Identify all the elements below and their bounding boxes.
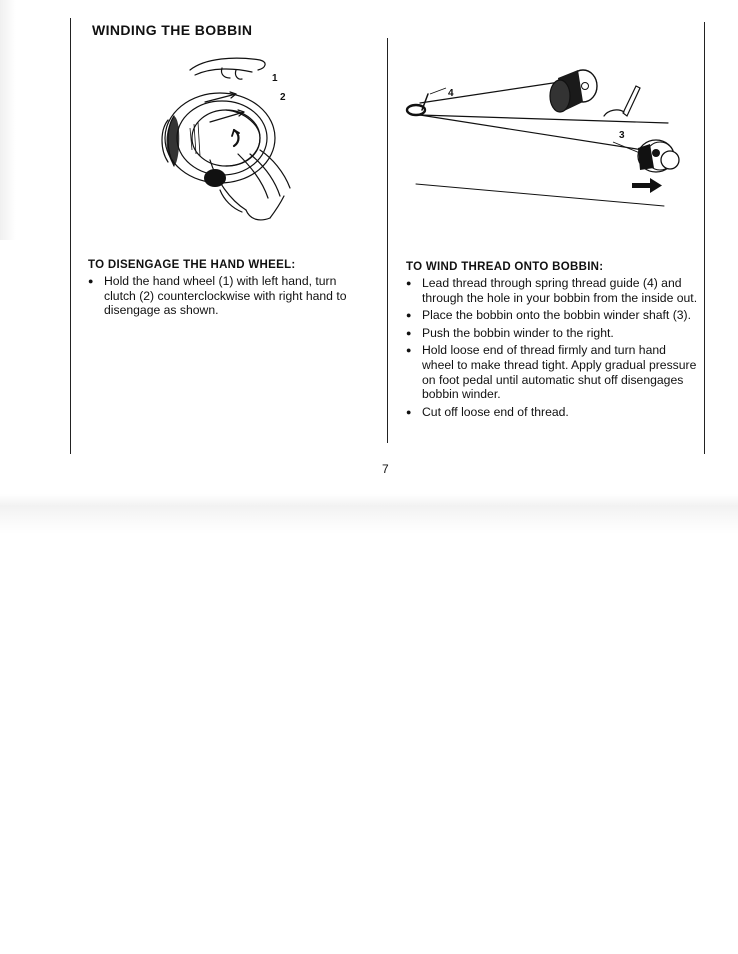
left-heading: TO DISENGAGE THE HAND WHEEL:: [88, 259, 296, 271]
bobbin-winder-illustration: [398, 58, 688, 218]
right-margin-rule: [704, 22, 705, 454]
list-item: ● Hold loose end of thread firmly and turn hand wheel to make thread tight. Apply gradual pressure on foot pedal until automatic shut off disengages bobbin winder.: [406, 343, 698, 401]
callout-1: 1: [272, 73, 278, 84]
right-instructions: [406, 276, 698, 422]
left-margin-rule: [70, 18, 71, 454]
list-item: ● Cut off loose end of thread.: [406, 405, 698, 420]
list-item: ● Lead thread through spring thread guide (4) and through the hole in your bobbin from the inside out.: [406, 276, 698, 305]
scan-shadow-left: [0, 0, 16, 240]
list-item: ● Place the bobbin onto the bobbin winder shaft (3).: [406, 308, 698, 323]
list-item: ● Hold the hand wheel (1) with left hand, turn clutch (2) counterclockwise with right hand to disengage as shown.: [88, 274, 370, 318]
callout-3: 3: [619, 130, 625, 141]
scan-fold-shadow: [0, 494, 738, 534]
right-heading: TO WIND THREAD ONTO BOBBIN:: [406, 261, 604, 273]
page-number: 7: [382, 462, 389, 476]
callout-4: 4: [448, 88, 454, 99]
callout-2: 2: [280, 92, 286, 103]
page-title: WINDING THE BOBBIN: [92, 22, 253, 38]
center-rule: [387, 38, 388, 443]
left-instructions: [88, 274, 370, 321]
list-item: ● Push the bobbin winder to the right.: [406, 326, 698, 341]
